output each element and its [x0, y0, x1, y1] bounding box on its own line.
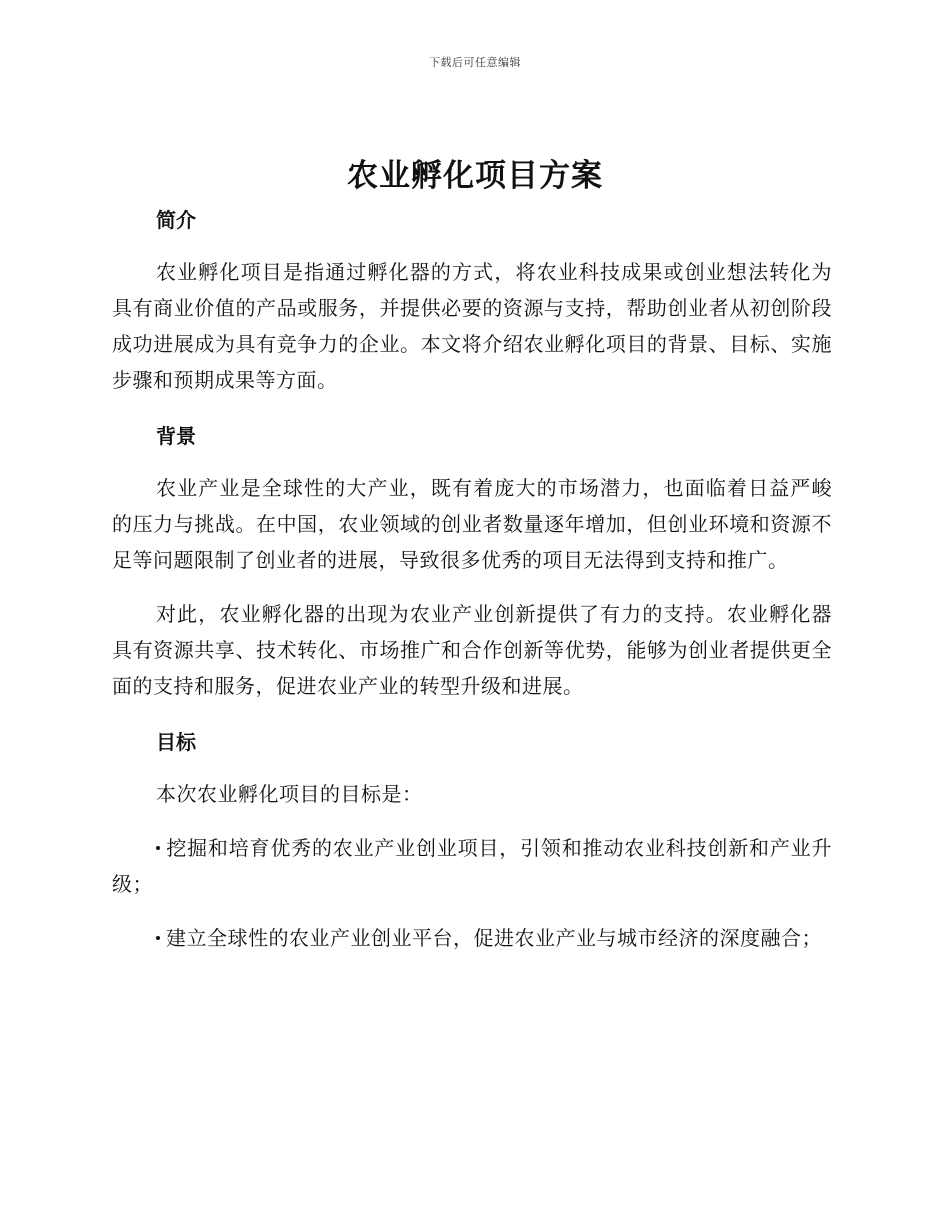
document-title: 农业孵化项目方案: [347, 158, 603, 194]
goals-intro: 本次农业孵化项目的目标是：: [156, 782, 423, 806]
section-heading-intro: 简介: [156, 208, 196, 232]
header-note: 下载后可任意编辑: [429, 56, 521, 69]
bullet-dot-icon: [156, 846, 160, 850]
section-heading-background: 背景: [156, 424, 196, 448]
background-paragraph-1: 农业产业是全球性的大产业，既有着庞大的市场潜力，也面临着日益严峻的压力与挑战。在中国，农业领域的创业者数量逐年增加，但创业环境和资源不足等问题限制了创业者的进展，导致很多优秀的项目无法得到支持和推广。: [112, 476, 832, 572]
goal-bullet-2: [112, 920, 832, 956]
document-body: [112, 200, 832, 956]
bullet-dot-icon: [156, 936, 160, 940]
goal-bullet-text: 挖掘和培育优秀的农业产业创业项目，引领和推动农业科技创新和产业升级；: [112, 836, 832, 896]
goal-bullet-text: 建立全球性的农业产业创业平台，促进农业产业与城市经济的深度融合；: [166, 926, 822, 950]
intro-paragraph: 农业孵化项目是指通过孵化器的方式，将农业科技成果或创业想法转化为具有商业价值的产品或服务，并提供必要的资源与支持，帮助创业者从初创阶段成功进展成为具有竞争力的企业。本文将介绍农业孵化项目的背景、目标、实施步骤和预期成果等方面。: [112, 260, 832, 392]
goal-bullet-1: [112, 830, 832, 902]
section-heading-goals: 目标: [156, 730, 196, 754]
background-paragraph-2: 对此，农业孵化器的出现为农业产业创新提供了有力的支持。农业孵化器具有资源共享、技术转化、市场推广和合作创新等优势，能够为创业者提供更全面的支持和服务，促进农业产业的转型升级和进展。: [112, 602, 832, 698]
